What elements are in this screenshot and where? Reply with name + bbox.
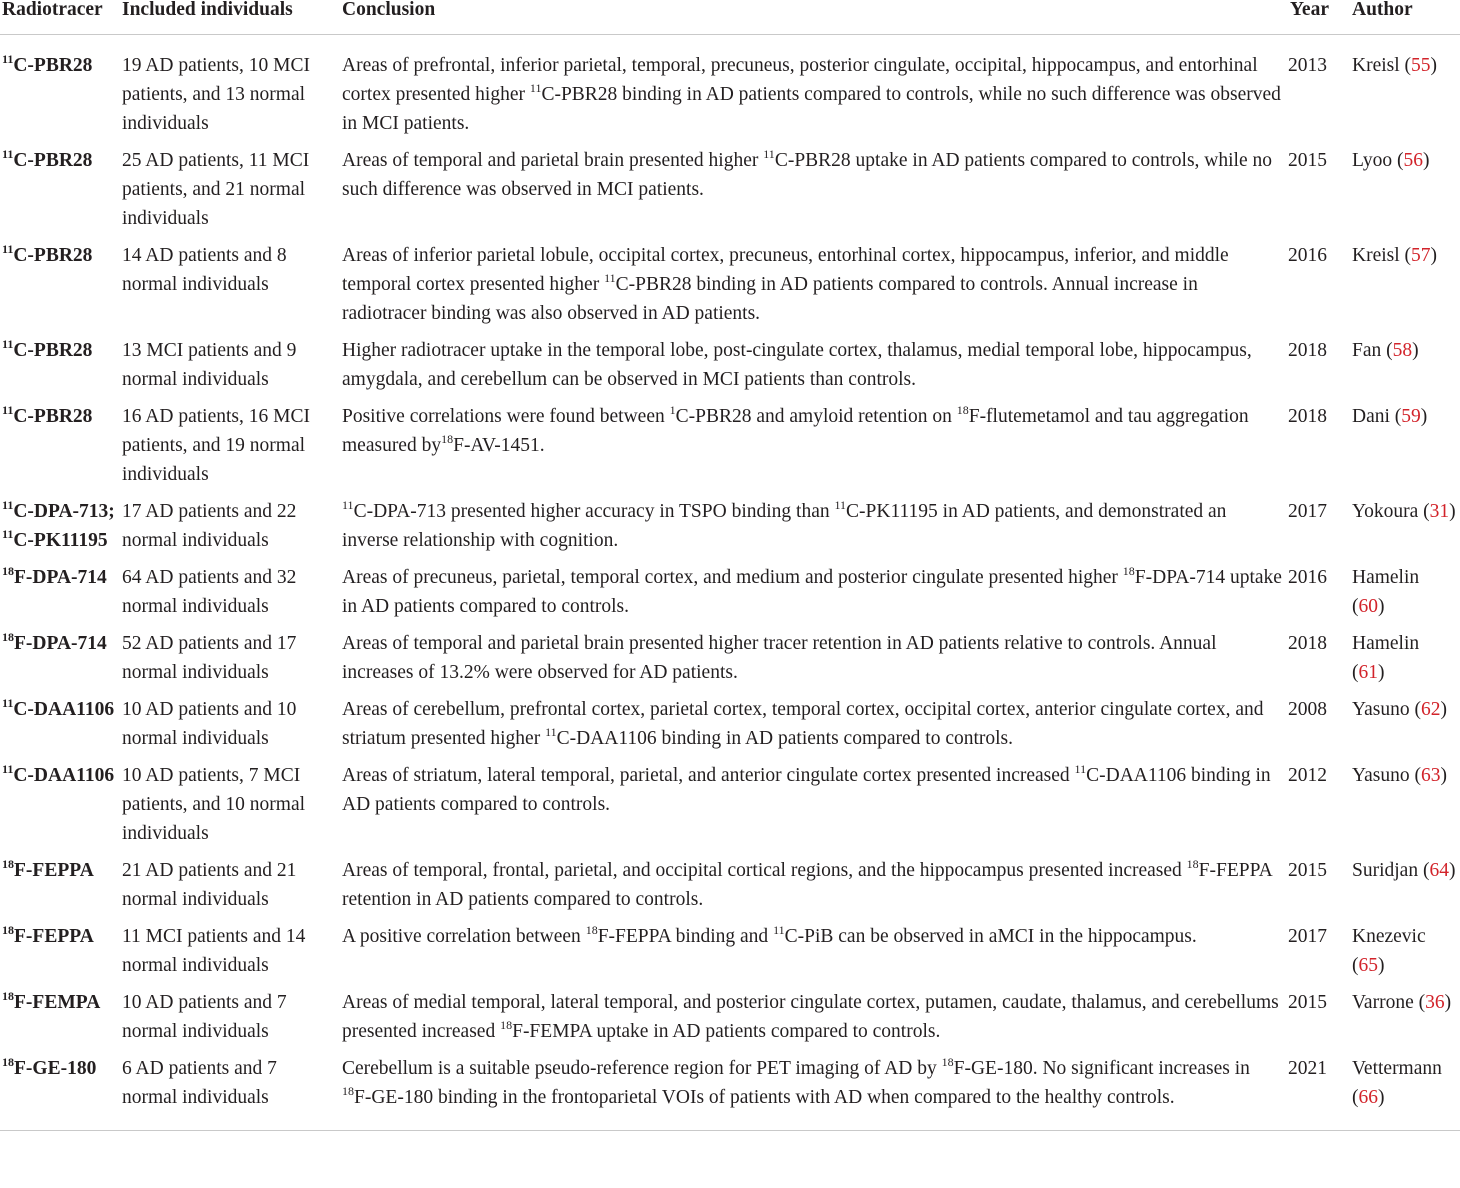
- table-row: [0, 757, 1460, 852]
- table-row: [0, 625, 1460, 691]
- isotope-superscript: 11: [2, 242, 14, 256]
- author-cell: Varrone (36): [1352, 992, 1452, 1013]
- conclusion-cell: [340, 1050, 1288, 1131]
- header-radiotracer: Radiotracer: [0, 0, 120, 35]
- reference-link[interactable]: 63: [1421, 765, 1441, 786]
- reference-link[interactable]: 60: [1358, 596, 1378, 617]
- isotope-superscript: 18: [2, 1055, 14, 1069]
- conclusion-cell: [340, 35, 1288, 143]
- text-segment: F-FEPPA binding and: [597, 926, 774, 947]
- table-header: [0, 0, 1460, 35]
- author-cell: Hamelin (61): [1352, 633, 1420, 683]
- included-individuals-cell: 10 AD patients and 7 normal individuals: [122, 992, 287, 1042]
- text-segment: A positive correlation between: [342, 926, 586, 947]
- text-segment: Areas of temporal and parietal brain presented higher tracer retention in AD patients relative to controls. Annual increases of 13.2% were observed for AD patients.: [342, 633, 1217, 683]
- radiotracer-cell: [0, 142, 120, 237]
- text-segment: C-PK11195 in AD patients, and demonstrated an inverse relationship with cognition.: [342, 501, 1227, 551]
- text-segment: F-FEMPA: [14, 992, 101, 1013]
- author-cell: Kreisl (57): [1352, 245, 1438, 266]
- included-individuals-cell: 6 AD patients and 7 normal individuals: [120, 1050, 340, 1131]
- year-cell: 2018: [1288, 406, 1327, 427]
- year-cell: 2021: [1288, 1050, 1350, 1131]
- conclusion-cell: [340, 559, 1288, 625]
- text-segment: Areas of prefrontal, inferior parietal, temporal, precuneus, posterior cingulate, occipital, hippocampus, and entorhinal cortex presented higher: [342, 55, 1258, 105]
- text-segment: C-PBR28 binding in AD patients compared to controls. Annual increase in radiotracer binding was also observed in AD patients.: [342, 274, 1198, 324]
- conclusion-cell: [340, 984, 1288, 1050]
- radiotracer-cell: [0, 1050, 120, 1131]
- text-segment: Positive correlations were found between: [342, 406, 670, 427]
- included-individuals-cell: 14 AD patients and 8 normal individuals: [122, 245, 287, 295]
- reference-link[interactable]: 62: [1421, 699, 1441, 720]
- isotope-superscript: 11: [2, 403, 14, 417]
- author-name: Yasuno: [1352, 765, 1410, 786]
- isotope-superscript: 11: [2, 337, 14, 351]
- isotope-superscript: 11: [545, 725, 557, 739]
- author-name: Yasuno: [1352, 699, 1410, 720]
- radiotracer-cell: [0, 757, 120, 852]
- text-segment: C-DPA-713;: [13, 501, 115, 522]
- isotope-superscript: 18: [342, 1084, 354, 1098]
- text-segment: F-DPA-714 uptake in AD patients compared to controls.: [342, 567, 1282, 617]
- table-row: [0, 35, 1460, 143]
- isotope-superscript: 18: [2, 857, 14, 871]
- author-name: Lyoo: [1352, 150, 1393, 171]
- radiotracer-cell: [0, 625, 120, 691]
- text-segment: C-DAA1106 binding in AD patients compared to controls.: [556, 728, 1014, 749]
- text-segment: Areas of cerebellum, prefrontal cortex, parietal cortex, temporal cortex, occipital cortex, anterior cingulate cortex, and striatum presented higher: [342, 699, 1264, 749]
- conclusion-cell: [340, 142, 1288, 237]
- reference-link[interactable]: 59: [1401, 406, 1421, 427]
- isotope-superscript: 11: [604, 271, 616, 285]
- text-segment: C-DPA-713 presented higher accuracy in TSPO binding than: [353, 501, 835, 522]
- reference-link[interactable]: 31: [1429, 501, 1450, 522]
- text-segment: C-DAA1106: [13, 699, 115, 720]
- text-segment: C-PK11195: [13, 530, 108, 551]
- isotope-superscript: 1: [669, 403, 676, 417]
- year-cell: 2012: [1288, 765, 1327, 786]
- conclusion-cell: [340, 332, 1288, 398]
- isotope-superscript: 11: [2, 147, 14, 161]
- table-body: [0, 35, 1460, 1131]
- text-segment: Higher radiotracer uptake in the temporal lobe, post-cingulate cortex, thalamus, medial temporal lobe, hippocampus, amygdala, and cerebellum can be observed in MCI patients than controls.: [342, 340, 1252, 390]
- text-segment: C-PBR28: [13, 340, 93, 361]
- table-row: [0, 984, 1460, 1050]
- text-segment: F-FEPPA: [14, 926, 94, 947]
- isotope-superscript: 18: [585, 923, 598, 937]
- year-cell: 2017: [1288, 926, 1327, 947]
- radiotracer-cell: [0, 691, 120, 757]
- table-row: [0, 691, 1460, 757]
- isotope-superscript: 18: [956, 403, 969, 417]
- table-row: [0, 493, 1460, 559]
- reference-link[interactable]: 36: [1425, 992, 1445, 1013]
- radiotracer-cell: [0, 984, 120, 1050]
- author-name: Dani: [1352, 406, 1390, 427]
- isotope-superscript: 18: [441, 432, 454, 446]
- isotope-superscript: 11: [342, 498, 354, 512]
- year-cell: 2008: [1288, 699, 1327, 720]
- text-segment: F-GE-180. No significant increases in: [953, 1058, 1250, 1079]
- text-segment: Areas of temporal, frontal, parietal, and occipital cortical regions, and the hippocampus presented increased: [342, 860, 1187, 881]
- conclusion-cell: [340, 493, 1288, 559]
- isotope-superscript: 11: [2, 498, 14, 512]
- table-row: [0, 332, 1460, 398]
- isotope-superscript: 11: [2, 52, 14, 66]
- table-row: [0, 398, 1460, 493]
- text-segment: C-DAA1106 binding in AD patients compared to controls.: [342, 765, 1271, 815]
- included-individuals-cell: 13 MCI patients and 9 normal individuals: [122, 340, 297, 390]
- isotope-superscript: 11: [2, 527, 14, 541]
- radiotracer-cell: [0, 493, 120, 559]
- included-individuals-cell: 25 AD patients, 11 MCI patients, and 21 normal individuals: [122, 150, 310, 229]
- included-individuals-cell: 16 AD patients, 16 MCI patients, and 19 normal individuals: [122, 406, 310, 485]
- year-cell: 2018: [1288, 340, 1327, 361]
- isotope-superscript: 11: [529, 81, 542, 95]
- text-segment: F-FEPPA: [14, 860, 94, 881]
- text-segment: C-PBR28: [13, 55, 93, 76]
- header-year: Year: [1288, 0, 1350, 35]
- text-segment: Areas of precuneus, parietal, temporal cortex, and medium and posterior cingulate presented higher: [342, 567, 1123, 588]
- author-cell: Kreisl (55): [1352, 55, 1438, 76]
- text-segment: C-PBR28: [13, 150, 93, 171]
- text-segment: F-DPA-714: [14, 567, 107, 588]
- year-cell: 2018: [1288, 633, 1327, 654]
- header-included-individuals: Included individuals: [120, 0, 340, 35]
- text-segment: C-PBR28: [13, 245, 93, 266]
- author-cell: Yasuno (63): [1352, 765, 1447, 786]
- reference-link[interactable]: 65: [1358, 955, 1378, 976]
- conclusion-cell: [340, 625, 1288, 691]
- header-row: [0, 0, 1460, 35]
- radiotracer-cell: [0, 918, 120, 984]
- author-name: Kreisl: [1352, 245, 1400, 266]
- isotope-superscript: 18: [1186, 857, 1199, 871]
- text-segment: F-FEPPA retention in AD patients compared to controls.: [342, 860, 1272, 910]
- author-name: Kreisl: [1352, 55, 1400, 76]
- isotope-superscript: 11: [2, 696, 14, 710]
- radiotracer-cell: [0, 332, 120, 398]
- isotope-superscript: 11: [763, 147, 775, 161]
- isotope-superscript: 18: [941, 1055, 954, 1069]
- author-name: Varrone: [1352, 992, 1414, 1013]
- included-individuals-cell: 17 AD patients and 22 normal individuals: [122, 501, 297, 551]
- conclusion-cell: [340, 918, 1288, 984]
- isotope-superscript: 18: [1122, 564, 1135, 578]
- table-row: [0, 559, 1460, 625]
- reference-link[interactable]: 55: [1411, 55, 1431, 76]
- reference-link[interactable]: 66: [1358, 1087, 1378, 1108]
- radiotracer-cell: [0, 35, 120, 143]
- header-conclusion: Conclusion: [340, 0, 1288, 35]
- text-segment: Areas of medial temporal, lateral temporal, and posterior cingulate cortex, putamen, caudate, thalamus, and cerebellums presented increased: [342, 992, 1279, 1042]
- author-cell: Dani (59): [1352, 406, 1428, 427]
- text-segment: C-PBR28 uptake in AD patients compared to controls, while no such difference was observed in MCI patients.: [342, 150, 1272, 200]
- conclusion-cell: [340, 398, 1288, 493]
- radiotracer-cell: [0, 852, 120, 918]
- isotope-superscript: 18: [2, 923, 14, 937]
- table-row: [0, 237, 1460, 332]
- text-segment: Areas of temporal and parietal brain presented higher: [342, 150, 764, 171]
- year-cell: 2015: [1288, 860, 1327, 881]
- text-segment: Cerebellum is a suitable pseudo-reference region for PET imaging of AD by: [342, 1058, 942, 1079]
- text-segment: Areas of inferior parietal lobule, occipital cortex, precuneus, entorhinal cortex, hippocampus, inferior, and middle temporal cortex presented higher: [342, 245, 1229, 295]
- text-segment: C-PBR28 and amyloid retention on: [675, 406, 957, 427]
- author-cell: Lyoo (56): [1352, 150, 1430, 171]
- isotope-superscript: 11: [2, 762, 14, 776]
- author-name: Suridjan: [1352, 860, 1419, 881]
- text-segment: C-PBR28: [13, 406, 93, 427]
- conclusion-cell: [340, 237, 1288, 332]
- author-name: Fan: [1352, 340, 1382, 361]
- author-name: Yokoura: [1352, 501, 1419, 522]
- author-name: Vettermann: [1352, 1058, 1442, 1079]
- author-cell: Suridjan (64): [1352, 860, 1456, 881]
- author-cell: Knezevic (65): [1352, 926, 1426, 976]
- header-author: Author: [1350, 0, 1460, 35]
- included-individuals-cell: 64 AD patients and 32 normal individuals: [122, 567, 297, 617]
- reference-link[interactable]: 57: [1411, 245, 1431, 266]
- text-segment: F-DPA-714: [14, 633, 107, 654]
- author-name: Hamelin: [1352, 633, 1420, 654]
- conclusion-cell: [340, 852, 1288, 918]
- radiotracer-cell: [0, 237, 120, 332]
- included-individuals-cell: 19 AD patients, 10 MCI patients, and 13 normal individuals: [122, 55, 310, 134]
- included-individuals-cell: 10 AD patients and 10 normal individuals: [122, 699, 297, 749]
- author-cell: Fan (58): [1352, 340, 1419, 361]
- text-segment: Areas of striatum, lateral temporal, parietal, and anterior cingulate cortex presented increased: [342, 765, 1075, 786]
- isotope-superscript: 18: [2, 564, 14, 578]
- reference-link[interactable]: 64: [1429, 860, 1449, 881]
- author-cell: Yasuno (62): [1352, 699, 1447, 720]
- text-segment: F-GE-180 binding in the frontoparietal VOIs of patients with AD when compared to the healthy controls.: [354, 1087, 1175, 1108]
- reference-link[interactable]: 58: [1392, 340, 1413, 361]
- included-individuals-cell: 21 AD patients and 21 normal individuals: [122, 860, 297, 910]
- text-segment: C-PBR28 binding in AD patients compared to controls, while no such difference was observed in MCI patients.: [342, 84, 1281, 134]
- table-row: [0, 1050, 1460, 1131]
- year-cell: 2015: [1288, 992, 1327, 1013]
- conclusion-cell: [340, 691, 1288, 757]
- conclusion-cell: [340, 757, 1288, 852]
- author-name: Hamelin: [1352, 567, 1420, 588]
- isotope-superscript: 18: [2, 989, 14, 1003]
- isotope-superscript: 11: [834, 498, 847, 512]
- reference-link[interactable]: 56: [1403, 150, 1423, 171]
- table-row: [0, 142, 1460, 237]
- isotope-superscript: 11: [773, 923, 785, 937]
- included-individuals-cell: 52 AD patients and 17 normal individuals: [122, 633, 297, 683]
- radiotracer-cell: [0, 398, 120, 493]
- text-segment: C-DAA1106: [13, 765, 115, 786]
- author-name: Knezevic: [1352, 926, 1426, 947]
- table-row: [0, 918, 1460, 984]
- author-cell: Vettermann (66): [1350, 1050, 1460, 1131]
- text-segment: F-flutemetamol and tau aggregation measured by: [342, 406, 1249, 456]
- text-segment: F-AV-1451.: [453, 435, 545, 456]
- year-cell: 2017: [1288, 501, 1327, 522]
- table-row: [0, 852, 1460, 918]
- year-cell: 2013: [1288, 55, 1327, 76]
- author-cell: Yokoura (31): [1352, 501, 1456, 522]
- text-segment: F-FEMPA uptake in AD patients compared to controls.: [512, 1021, 941, 1042]
- isotope-superscript: 18: [500, 1018, 513, 1032]
- text-segment: C-PiB can be observed in aMCI in the hippocampus.: [784, 926, 1197, 947]
- text-segment: F-GE-180: [14, 1058, 97, 1079]
- isotope-superscript: 18: [2, 630, 14, 644]
- reference-link[interactable]: 61: [1358, 662, 1378, 683]
- radiotracer-cell: [0, 559, 120, 625]
- year-cell: 2015: [1288, 150, 1327, 171]
- year-cell: 2016: [1288, 567, 1327, 588]
- year-cell: 2016: [1288, 245, 1327, 266]
- isotope-superscript: 11: [1074, 762, 1087, 776]
- included-individuals-cell: 10 AD patients, 7 MCI patients, and 10 normal individuals: [122, 765, 306, 844]
- included-individuals-cell: 11 MCI patients and 14 normal individuals: [122, 926, 306, 976]
- author-cell: Hamelin (60): [1352, 567, 1420, 617]
